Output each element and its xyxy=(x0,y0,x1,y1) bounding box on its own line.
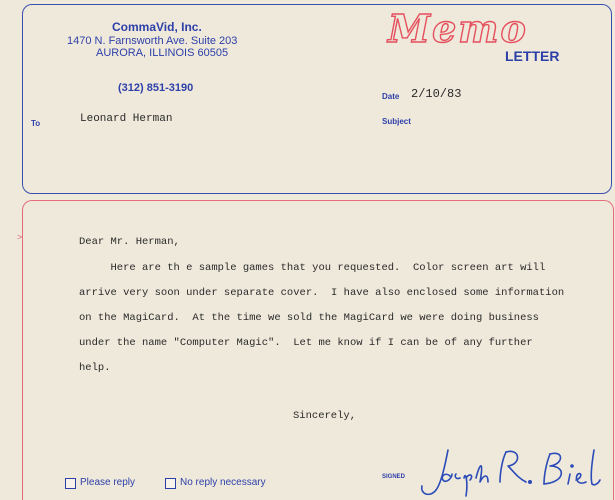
date-label: Date xyxy=(382,92,400,101)
no-reply-label: No reply necessary xyxy=(180,477,266,488)
no-reply-checkbox[interactable] xyxy=(165,478,176,489)
please-reply-checkbox[interactable] xyxy=(65,478,76,489)
company-phone: (312) 851-3190 xyxy=(118,82,194,94)
letter-closing: Sincerely, xyxy=(293,410,357,422)
memo-title: Memo xyxy=(388,6,528,51)
letter-body-line: under the name "Computer Magic". Let me know if I can be of any further xyxy=(79,337,533,349)
letter-body-line: arrive very soon under separate cover. I have also enclosed some information xyxy=(79,287,565,299)
letter-body-line: on the MagiCard. At the time we sold the MagiCard we were doing business xyxy=(79,312,539,324)
subject-label: Subject xyxy=(382,117,411,126)
letter-body-line: Here are th e sample games that you requested. Color screen art will xyxy=(79,262,546,274)
to-label: To xyxy=(31,119,41,128)
fold-mark-icon: > xyxy=(17,232,23,242)
date-value: 2/10/83 xyxy=(411,87,462,101)
company-address-line1: 1470 N. Farnsworth Ave. Suite 203 xyxy=(67,35,238,47)
to-value: Leonard Herman xyxy=(80,113,173,125)
company-address-line2: AURORA, ILLINOIS 60505 xyxy=(96,47,229,59)
letter-salutation: Dear Mr. Herman, xyxy=(79,236,180,248)
signed-label: SIGNED xyxy=(382,474,406,480)
letter-body-line: help. xyxy=(79,362,111,374)
please-reply-label: Please reply xyxy=(80,477,136,488)
memo-subtitle: LETTER xyxy=(505,48,560,64)
signature-icon xyxy=(410,438,610,498)
company-name: CommaVid, Inc. xyxy=(112,20,202,34)
